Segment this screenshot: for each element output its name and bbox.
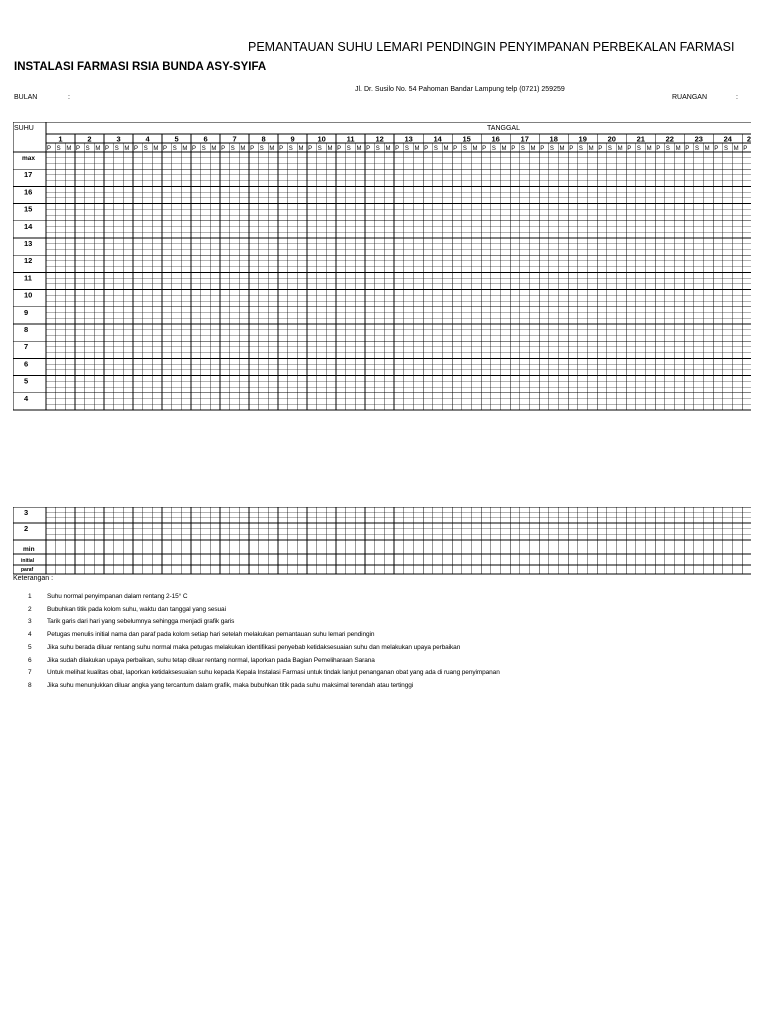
shift-label: P [308,146,313,152]
shift-label: M [559,146,565,152]
shift-label: M [385,146,391,152]
shift-label: P [685,146,690,152]
shift-label: M [269,146,275,152]
note-text: Bubuhkan titik pada kolom suhu, waktu dan tanggal yang sesuai [47,605,226,613]
suhu-row-label: 4 [24,393,29,403]
shift-label: P [279,146,284,152]
note-number: 7 [28,669,32,677]
shift-label: P [424,146,429,152]
shift-label: M [95,146,101,152]
suhu-row-label: min [23,546,35,553]
suhu-row-label: 17 [24,170,33,180]
shift-label: P [134,146,139,152]
shift-label: M [66,146,72,152]
shift-label: M [733,146,739,152]
shift-label: S [201,146,206,152]
shift-label: S [143,146,148,152]
shift-label: S [578,146,583,152]
suhu-row-label: initial [21,558,35,564]
note-number: 8 [28,681,32,689]
note-text: Jika suhu berada diluar rentang suhu normal maka petugas melakukan identifikasi penyebab ketidaksesuaian suhu dan melakukan upaya perbaikan [47,643,461,651]
day-label: 8 [261,134,266,144]
suhu-row-label: 5 [24,376,29,386]
shift-label: M [530,146,536,152]
note-text: Suhu normal penyimpanan dalam rentang 2-15° C [47,593,188,600]
day-label: 7 [232,134,237,144]
shift-label: P [453,146,458,152]
shift-label: P [714,146,719,152]
shift-label: M [124,146,130,152]
shift-label: P [105,146,110,152]
shift-label: P [221,146,226,152]
shift-label: M [501,146,507,152]
note-number: 5 [28,643,32,651]
shift-label: M [704,146,710,152]
shift-label: S [433,146,438,152]
page-title: PEMANTAUAN SUHU LEMARI PENDINGIN PENYIMPANAN PERBEKALAN FARMASI [248,40,735,54]
shift-label: P [366,146,371,152]
shift-label: P [47,146,52,152]
note-text: Jika sudah dilakukan upaya perbaikan, suhu tetap diluar rentang normal, laporkan pada Bagian Pemeliharaan Sarana [47,656,375,664]
suhu-header: SUHU [14,125,34,132]
ruangan-colon: : [736,94,738,101]
shift-label: M [675,146,681,152]
suhu-row-label: 3 [24,508,29,517]
shift-label: S [694,146,699,152]
day-label: 17 [520,134,529,144]
note-text: Untuk melihat kualitas obat, laporkan ketidaksesuaian suhu kepada Kepala Instalasi Farmasi untuk tindak lanjut penanganan obat yang ada di ruang penyimpanan [47,669,500,677]
suhu-row-label: 7 [24,342,29,352]
institution-address: Jl. Dr. Susilo No. 54 Pahoman Bandar Lampung telp (0721) 259259 [355,86,565,93]
shift-label: P [395,146,400,152]
shift-label: S [56,146,61,152]
suhu-row-label: 8 [24,325,29,334]
suhu-row-label: 15 [24,204,33,214]
shift-label: S [665,146,670,152]
day-label: 19 [578,134,587,144]
shift-label: P [569,146,574,152]
shift-label: P [511,146,516,152]
note-number: 2 [28,605,32,613]
shift-label: M [617,146,623,152]
shift-label: P [743,146,748,152]
suhu-row-label: 16 [24,187,33,197]
shift-label: S [346,146,351,152]
day-label: 14 [433,134,442,144]
suhu-row-label: 12 [24,256,33,266]
shift-label: S [723,146,728,152]
day-label: 11 [346,134,355,144]
day-label: 10 [317,134,326,144]
shift-label: P [337,146,342,152]
shift-label: P [482,146,487,152]
suhu-row-label: 9 [24,307,29,317]
note-number: 4 [28,631,32,639]
tanggal-header: TANGGAL [487,125,520,132]
temperature-grid-lower-svg[interactable] [13,507,753,576]
shift-label: M [240,146,246,152]
temperature-grid-upper[interactable] [13,122,753,412]
suhu-row-label: 2 [24,524,29,533]
shift-label: P [627,146,632,152]
notes-heading: Keterangan : [13,575,54,582]
shift-label: S [462,146,467,152]
shift-label: S [404,146,409,152]
suhu-row-label: 14 [24,221,33,231]
bulan-label: BULAN [14,94,38,101]
day-label: 9 [290,134,295,144]
day-label: 4 [145,134,150,144]
note-text: Petugas menulis initial nama dan paraf pada kolom setiap hari setelah melakukan pemantauan suhu lemari pendingin [47,631,375,639]
day-label: 2 [746,134,752,144]
suhu-row-label: 6 [24,359,29,369]
ruangan-label: RUANGAN [672,94,708,101]
shift-label: P [76,146,81,152]
day-label: 12 [375,134,384,144]
shift-label: M [588,146,594,152]
shift-label: S [230,146,235,152]
note-number: 3 [28,618,32,626]
shift-label: M [153,146,159,152]
shift-label: S [172,146,177,152]
day-label: 24 [723,134,732,144]
shift-label: P [656,146,661,152]
shift-label: P [540,146,545,152]
shift-label: S [85,146,90,152]
shift-label: S [114,146,119,152]
suhu-row-label: 11 [24,273,32,283]
suhu-row-label: 10 [24,290,33,300]
day-label: 22 [665,134,674,144]
note-text: Jika suhu menunjukkan diluar angka yang tercantum dalam grafik, maka bubuhkan titik pada suhu maksimal terendah atau tertinggi [47,681,414,689]
shift-label: M [646,146,652,152]
shift-label: S [375,146,380,152]
day-label: 23 [694,134,703,144]
shift-label: M [443,146,449,152]
day-label: 21 [636,134,645,144]
shift-label: S [549,146,554,152]
shift-label: S [259,146,264,152]
shift-label: S [288,146,293,152]
shift-label: S [636,146,641,152]
shift-label: M [211,146,217,152]
note-number: 6 [28,656,32,664]
shift-label: M [298,146,304,152]
shift-label: M [472,146,478,152]
shift-label: P [250,146,255,152]
shift-label: S [317,146,322,152]
suhu-row-label: paraf [21,567,34,573]
day-label: 16 [491,134,500,144]
shift-label: S [607,146,612,152]
institution-name: INSTALASI FARMASI RSIA BUNDA ASY-SYIFA [14,61,267,73]
shift-label: M [356,146,362,152]
day-label: 2 [87,134,92,144]
shift-label: P [598,146,603,152]
note-text: Tarik garis dari hari yang sebelumnya sehingga menjadi grafik garis [47,618,235,626]
suhu-row-label: 13 [24,239,33,248]
day-label: 3 [116,134,121,144]
day-label: 20 [607,134,616,144]
shift-label: S [520,146,525,152]
shift-label: P [192,146,197,152]
suhu-row-label: max [22,155,36,162]
shift-label: P [163,146,168,152]
temperature-grid-lower[interactable] [13,507,753,576]
day-label: 15 [462,134,471,144]
temperature-grid-upper-svg[interactable] [13,122,753,412]
day-label: 18 [549,134,558,144]
shift-label: M [327,146,333,152]
day-label: 6 [203,134,208,144]
day-label: 13 [404,134,413,144]
shift-label: S [491,146,496,152]
day-label: 1 [58,134,63,144]
note-number: 1 [28,593,32,600]
shift-label: M [182,146,188,152]
day-label: 5 [174,134,179,144]
shift-label: M [414,146,420,152]
bulan-colon: : [68,94,70,101]
